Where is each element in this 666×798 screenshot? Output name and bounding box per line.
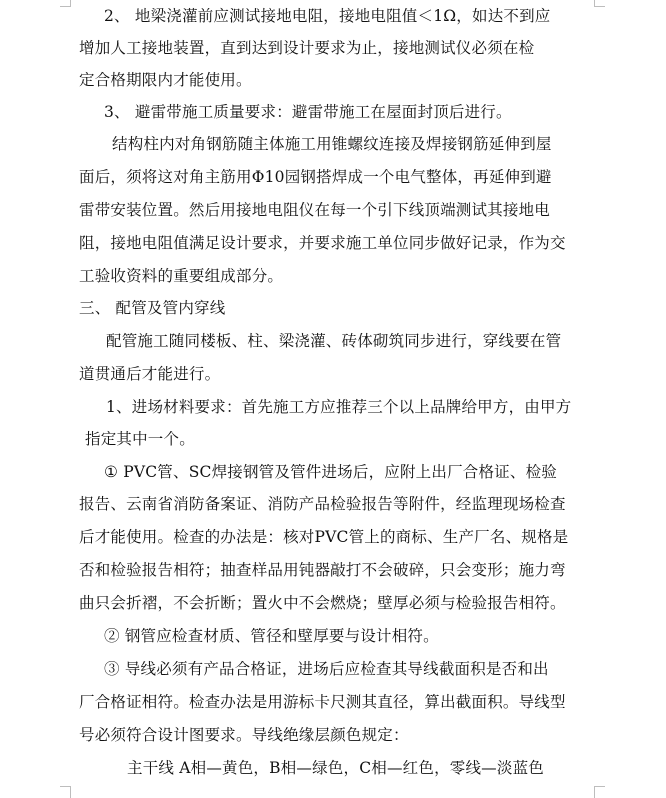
crop-mark-bottom-left: [60, 786, 71, 798]
text-line: ② 钢管应检查材质、管径和壁厚要与设计相符。: [104, 627, 439, 645]
text-line: 1、进场材料要求：首先施工方应推荐三个以上品牌给甲方，由甲方: [106, 398, 572, 416]
text-line: 雷带安装位置。然后用接地电阻仪在每一个引下线顶端测试其接地电: [79, 201, 551, 219]
text-line: 工验收资料的重要组成部分。: [79, 267, 284, 285]
text-line: 主干线 A相—黄色，B相—绿色，C相—红色，零线—淡蓝色: [127, 759, 544, 777]
section-heading: 三、 配管及管内穿线: [79, 299, 226, 317]
text-line: 配管施工随同楼板、柱、梁浇灌、砖体砌筑同步进行，穿线要在管: [106, 332, 562, 350]
text-line: 道贯通后才能进行。: [79, 365, 221, 383]
text-line: ③ 导线必须有产品合格证，进场后应检查其导线截面积是否和出: [104, 660, 549, 678]
crop-mark-top-left: [60, 0, 71, 7]
text-line: 指定其中一个。: [85, 430, 195, 448]
text-line: 面后，须将这对角主筋用Φ10园钢搭焊成一个电气整体，再延伸到避: [79, 168, 552, 186]
text-line: 号必须符合设计图要求。导线绝缘层颜色规定：: [79, 726, 409, 744]
text-line: 结构柱内对角钢筋随主体施工用锥螺纹连接及焊接钢筋延伸到屋: [112, 135, 552, 153]
text-line: ① PVC管、SC焊接钢管及管件进场后，应附上出厂合格证、检验: [104, 463, 557, 481]
text-line: 3、 避雷带施工质量要求：避雷带施工在屋面封顶后进行。: [104, 103, 512, 121]
text-line: 定合格期限内才能使用。: [79, 71, 252, 89]
text-line: 增加人工接地装置，直到达到设计要求为止，接地测试仪必须在检: [79, 39, 535, 57]
crop-mark-bottom-right: [594, 786, 605, 798]
text-line: 后才能使用。检查的办法是：核对PVC管上的商标、生产厂名、规格是: [79, 528, 569, 546]
crop-mark-top-right: [594, 0, 605, 7]
text-line: 阻，接地电阻值满足设计要求，并要求施工单位同步做好记录，作为交: [79, 234, 566, 252]
text-line: 曲只会折褶，不会折断；置火中不会燃烧；壁厚必须与检验报告相符。: [79, 594, 566, 612]
text-line: 2、 地梁浇灌前应测试接地电阻，接地电阻值＜1Ω，如达不到应: [104, 7, 551, 25]
text-line: 否和检验报告相符；抽查样品用钝器敲打不会破碎，只会变形；施力弯: [79, 561, 566, 579]
text-line: 报告、云南省消防备案证、消防产品检验报告等附件，经监理现场检查: [79, 495, 566, 513]
text-line: 厂合格证相符。检查办法是用游标卡尺测其直径，算出截面积。导线型: [79, 693, 566, 711]
